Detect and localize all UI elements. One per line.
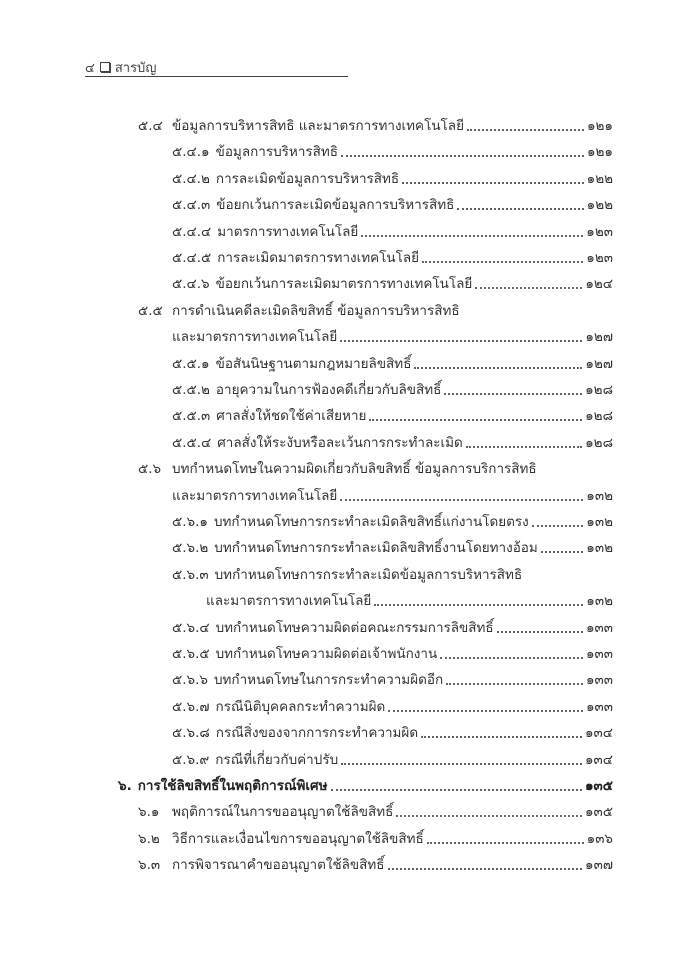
toc-entry-title: ศาลสั่งให้ชดใช้ค่าเสียหาย [216, 408, 367, 425]
toc-entry-title: ศาลสั่งให้ระงับหรือละเว้นการกระทำละเมิด [217, 434, 463, 451]
toc-entry-number: ๕.๖.๙ [172, 751, 210, 768]
toc-entry-number: ๕.๖.๘ [172, 725, 210, 742]
dot-leader [541, 551, 583, 553]
toc-entry[interactable] [172, 218, 613, 242]
toc-entry[interactable] [172, 719, 613, 743]
toc-entry[interactable] [172, 138, 613, 162]
toc-entry-page: ๑๒๒ [586, 197, 613, 214]
header-page-number: ๔ [85, 60, 95, 76]
toc-entry-page: ๑๓๒ [586, 593, 613, 610]
toc-entry[interactable] [172, 244, 613, 268]
dot-leader [467, 129, 584, 131]
toc-entry-page: ๑๒๗ [585, 329, 613, 346]
toc-entry[interactable] [172, 746, 613, 770]
toc-entry[interactable] [172, 350, 613, 374]
toc-entry-title: ข้อมูลการบริหารสิทธิ [215, 144, 339, 161]
toc-entry[interactable] [172, 270, 613, 294]
toc-entry[interactable] [172, 191, 613, 215]
toc-entry[interactable] [172, 534, 613, 558]
toc-entry-number: ๕.๕ [138, 302, 163, 319]
toc-entry-page: ๑๓๒ [586, 540, 613, 557]
toc-entry[interactable] [138, 825, 613, 849]
toc-entry-title: ข้อสันนิษฐานตามกฎหมายลิขสิทธิ์ [215, 355, 412, 372]
dot-leader [341, 763, 582, 765]
toc-entry-title: บทกำหนดโทษในการกระทำความผิดอีก [213, 672, 444, 689]
toc-entry-page: ๑๒๓ [586, 223, 613, 240]
toc-entry-page: ๑๒๑ [586, 144, 613, 161]
toc-entry-title: การใช้ลิขสิทธิ์ในพฤติการณ์พิเศษ [137, 778, 328, 794]
toc-entry-page: ๑๓๓ [585, 646, 613, 662]
toc-entry[interactable] [172, 323, 613, 347]
toc-entry-number: ๕.๖.๒ [172, 540, 209, 557]
toc-entry-title: ข้อยกเว้นการละเมิดข้อมูลการบริหารสิทธิ [216, 197, 455, 214]
toc-entry-page: ๑๒๘ [585, 382, 613, 398]
toc-entry-number: ๖.๒ [138, 830, 160, 847]
toc-entry[interactable] [172, 561, 613, 585]
dot-leader [402, 182, 583, 184]
dot-leader [440, 657, 583, 659]
dot-leader [396, 815, 582, 817]
toc-entry-title: และมาตรการทางเทคโนโลยี [172, 487, 338, 504]
toc-entry-page: ๑๓๕ [584, 778, 613, 794]
toc-entry[interactable] [172, 482, 613, 506]
toc-entry[interactable] [172, 429, 613, 453]
toc-entry-number: ๕.๕.๒ [172, 382, 210, 398]
toc-entry-title: พฤติการณ์ในการขออนุญาตใช้ลิขสิทธิ์ [172, 804, 394, 821]
toc-entry-number: ๕.๖.๗ [172, 698, 210, 715]
dot-leader [475, 287, 582, 289]
toc-entry[interactable] [138, 112, 613, 136]
dot-leader [427, 842, 584, 844]
toc-entry-page: ๑๒๔ [585, 276, 613, 293]
toc-entry[interactable] [118, 772, 613, 796]
dot-leader [466, 446, 582, 448]
toc-entry-number: ๕.๖.๖ [172, 672, 208, 689]
toc-entry-number: ๕.๖.๓ [172, 566, 209, 583]
toc-entry-title: บทกำหนดโทษการกระทำละเมิดลิขสิทธิ์แก่งานโดยตรง [213, 514, 529, 530]
toc-entry-page: ๑๒๘ [585, 434, 613, 451]
dot-leader [369, 419, 582, 421]
dot-leader [532, 525, 584, 527]
toc-entry-number: ๕.๖.๕ [172, 646, 210, 662]
dot-leader [388, 710, 583, 712]
toc-entry-page: ๑๓๖ [586, 830, 613, 847]
toc-entry[interactable] [138, 455, 613, 479]
toc-entry-page: ๑๓๗ [585, 857, 613, 874]
toc-entry-page: ๑๒๘ [585, 408, 613, 425]
dot-leader [497, 631, 583, 633]
dot-leader [388, 868, 583, 870]
toc-entry[interactable] [172, 402, 613, 426]
toc-entry-page: ๑๓๓ [585, 698, 613, 715]
header-section-title: สารบัญ [114, 60, 157, 76]
dot-leader [340, 340, 582, 342]
square-bullet-icon [100, 62, 110, 72]
toc-entry-title: การดำเนินคดีละเมิดลิขสิทธิ์ ข้อมูลการบริหารสิทธิ [172, 302, 460, 319]
toc-entry-number: ๕.๖.๑ [172, 514, 208, 530]
toc-entry-title: มาตรการทางเทคโนโลยี [217, 223, 359, 240]
toc-entry[interactable] [206, 587, 613, 611]
toc-entry[interactable] [138, 851, 613, 875]
toc-entry-number: ๕.๕.๓ [172, 408, 211, 425]
toc-entry-number: ๕.๔.๓ [172, 197, 211, 214]
dot-leader [340, 499, 583, 501]
toc-entry-title: การละเมิดมาตรการทางเทคโนโลยี [217, 250, 420, 266]
toc-entry-number: ๕.๔.๔ [172, 223, 212, 240]
toc-entry-number: ๖.๓ [138, 857, 161, 874]
toc-entry-title: ข้อมูลการบริหารสิทธิ และมาตรการทางเทคโนโลยี [172, 118, 464, 134]
toc-entry[interactable] [172, 508, 613, 532]
toc-entry-number: ๖.๑ [138, 804, 160, 821]
toc-entry-page: ๑๓๓ [585, 619, 613, 636]
toc-entry-page: ๑๓๔ [584, 725, 613, 742]
toc-entry-title: การพิจารณาคำขออนุญาตใช้ลิขสิทธิ์ [172, 857, 385, 874]
toc-entry-title: กรณีสิ่งของจากการกระทำความผิด [215, 725, 419, 742]
dot-leader [457, 208, 583, 210]
toc-entry-title: อายุความในการฟ้องคดีเกี่ยวกับลิขสิทธิ์ [215, 382, 442, 398]
toc-entry[interactable] [172, 693, 613, 717]
toc-entry-page: ๑๒๑ [586, 118, 613, 134]
toc-entry-page: ๑๒๒ [586, 170, 613, 187]
toc-entry-title: การละเมิดข้อมูลการบริหารสิทธิ [215, 170, 400, 187]
dot-leader [446, 683, 583, 685]
toc-entry-title: วิธีการและเงื่อนไขการขออนุญาตใช้ลิขสิทธิ์ [172, 830, 424, 847]
dot-leader [374, 604, 583, 606]
toc-entry-number: ๕.๔.๕ [172, 250, 212, 266]
toc-entry-title: บทกำหนดโทษความผิดต่อคณะกรรมการลิขสิทธิ์ [215, 619, 494, 636]
toc-entry-title: กรณีที่เกี่ยวกับค่าปรับ [215, 751, 339, 768]
toc-entry-page: ๑๓๔ [584, 751, 613, 768]
dot-leader [444, 393, 582, 395]
toc-entry-title: บทกำหนดโทษการกระทำละเมิดลิขสิทธิ์งานโดยทางอ้อม [214, 540, 538, 557]
toc-entry[interactable] [138, 297, 613, 321]
toc-entry-page: ๑๒๗ [585, 355, 613, 372]
toc-entry[interactable] [172, 614, 613, 638]
toc-entry-title: บทกำหนดโทษความผิดต่อเจ้าพนักงาน [215, 646, 438, 662]
toc-entry-page: ๑๓๓ [585, 672, 613, 689]
toc-entry-number: ๕.๔.๑ [172, 144, 210, 161]
dot-leader [331, 789, 582, 791]
toc-entry-number: ๕.๕.๔ [172, 434, 212, 451]
dot-leader [341, 155, 584, 157]
toc-entry[interactable] [172, 666, 613, 690]
toc-entry-title: และมาตรการทางเทคโนโลยี [172, 329, 338, 346]
dot-leader [422, 261, 583, 263]
toc-entry[interactable] [172, 376, 613, 400]
toc-entry-title: บทกำหนดโทษการกระทำละเมิดข้อมูลการบริหารสิทธิ [214, 566, 523, 583]
toc-entry-title: บทกำหนดโทษในความผิดเกี่ยวกับลิขสิทธิ์ ข้อมูลการบริการสิทธิ [172, 461, 537, 478]
dot-leader [361, 235, 583, 237]
toc-entry-number: ๕.๖.๔ [172, 619, 210, 636]
toc-entry-number: ๕.๔ [138, 118, 163, 134]
toc-entry-title: กรณีนิติบุคคลกระทำความผิด [215, 698, 386, 715]
dot-leader [421, 736, 582, 738]
toc-entry-number: ๕.๖ [138, 461, 162, 478]
toc-entry[interactable] [172, 640, 613, 664]
toc-entry-number: ๕.๕.๑ [172, 355, 210, 372]
dot-leader [414, 367, 582, 369]
toc-entry-page: ๑๓๒ [586, 487, 613, 504]
toc-entry[interactable] [172, 165, 613, 189]
toc-entry[interactable] [138, 798, 613, 822]
toc-entry-number: ๕.๔.๖ [172, 276, 210, 293]
running-header [85, 58, 348, 77]
toc-entry-title: และมาตรการทางเทคโนโลยี [206, 593, 372, 610]
toc-entry-page: ๑๓๕ [584, 804, 613, 821]
toc-entry-page: ๑๒๓ [586, 250, 613, 266]
toc-entry-number: ๖. [118, 778, 132, 794]
toc-entry-page: ๑๓๒ [586, 514, 613, 530]
toc-entry-title: ข้อยกเว้นการละเมิดมาตรการทางเทคโนโลยี [215, 276, 473, 293]
toc-entry-number: ๕.๔.๒ [172, 170, 210, 187]
